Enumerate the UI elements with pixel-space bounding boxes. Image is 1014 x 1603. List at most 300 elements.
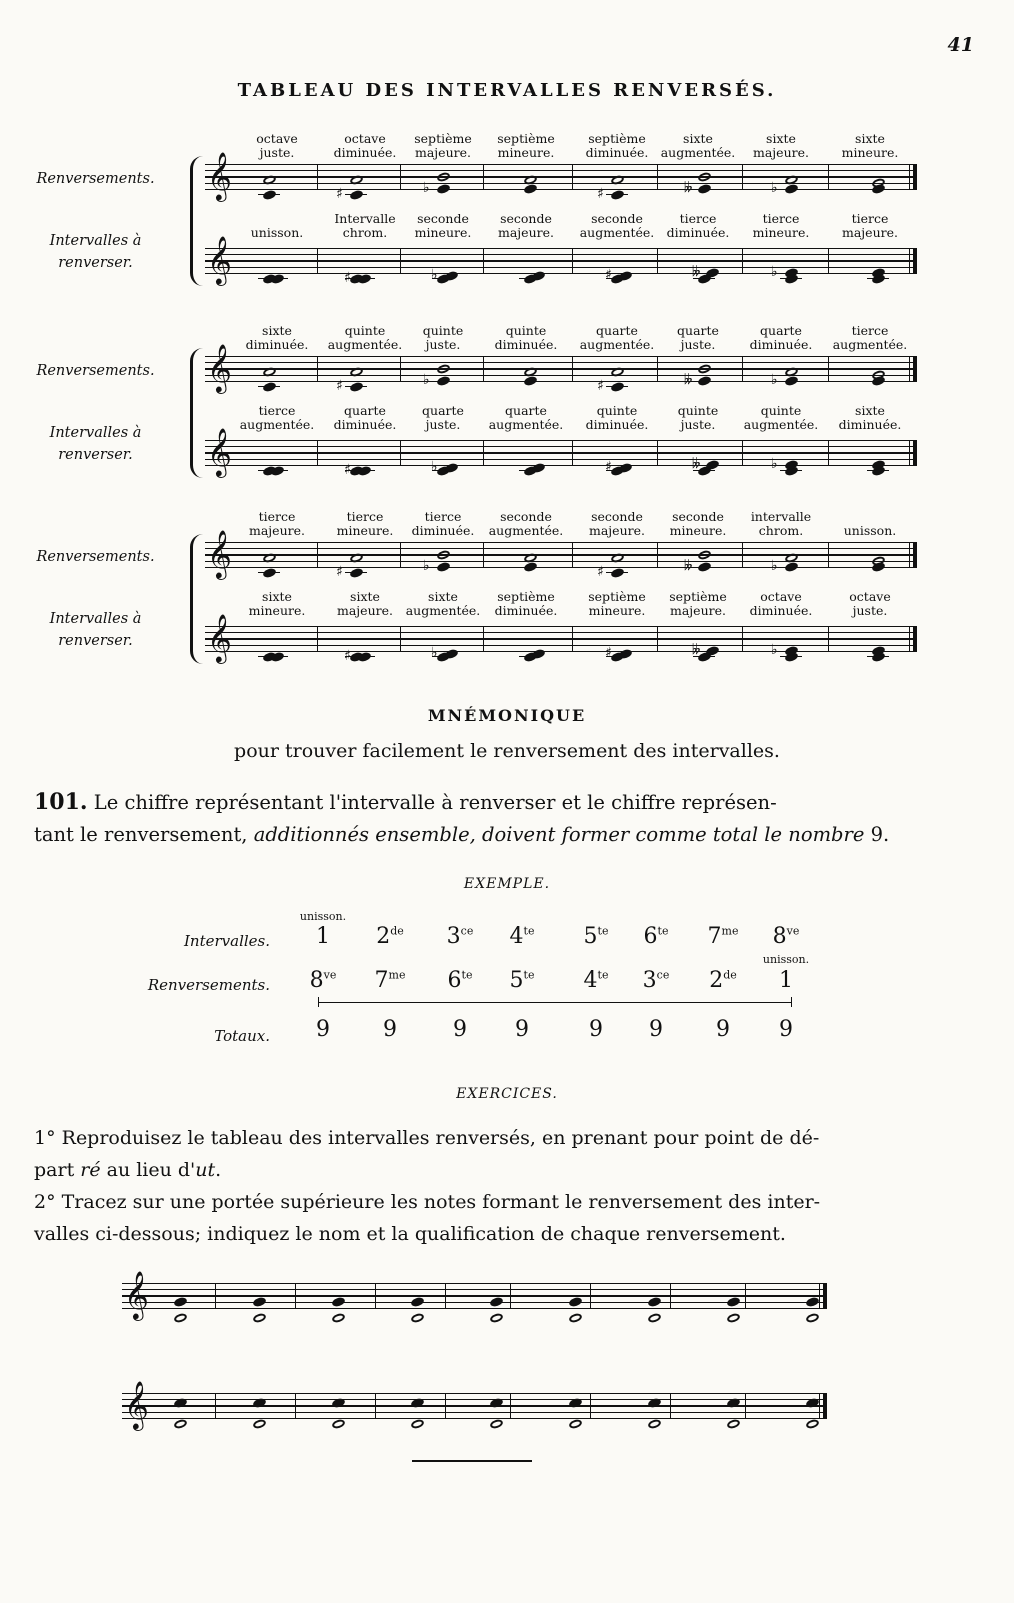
staff-line (205, 273, 917, 274)
staff-line (205, 632, 917, 633)
row-label-renversements: Renversements. (36, 171, 155, 187)
ledger-line (606, 572, 628, 573)
interval-label (655, 510, 741, 538)
ordinal-number: 8 (772, 924, 787, 949)
ordinal-suffix: ve (786, 924, 800, 938)
accidental-icon: ♯ (344, 462, 351, 478)
bar-line (742, 248, 743, 274)
example-total: 9 (589, 1017, 603, 1042)
interval-label-line: augmentée. (660, 145, 736, 160)
ordinal-number: 4 (583, 968, 598, 993)
accidental-icon: ♭ (771, 180, 778, 196)
interval-label-line: diminuée. (666, 225, 730, 240)
staff-line (205, 561, 917, 562)
exercise-1-text-c: au lieu d' (100, 1159, 196, 1181)
interval-label-line: augmentée. (239, 417, 315, 432)
bar-line (317, 248, 318, 274)
exercise-2-text-b: valles ci-dessous; indiquez le nom et la qualification de chaque renversement. (34, 1223, 786, 1245)
mnemonic-subtitle: pour trouver facilement le renversement des intervalles. (234, 740, 780, 762)
interval-label (827, 510, 913, 538)
interval-label-line: unisson. (250, 225, 304, 240)
interval-label-line: majeure. (670, 603, 726, 618)
example-interval (626, 924, 686, 949)
example-row-totaux: Totaux. (214, 1027, 270, 1045)
ledger-line (867, 470, 889, 471)
interval-label-line: seconde (591, 211, 643, 226)
interval-label-line: diminuée. (585, 417, 649, 432)
ledger-line (867, 278, 889, 279)
bar-line (317, 356, 318, 382)
interval-label-line: sixte (350, 589, 380, 604)
interval-label-line: juste. (425, 337, 461, 352)
bar-line (483, 626, 484, 652)
interval-label (738, 510, 824, 538)
staff-line (205, 645, 917, 646)
interval-label-line: seconde (417, 211, 469, 226)
staff-line (205, 626, 917, 627)
interval-label-line: diminuée. (749, 603, 813, 618)
interval-label-line: mineure. (497, 145, 555, 160)
note-head (697, 375, 712, 387)
interval-label-line: diminuée. (494, 337, 558, 352)
staff-line (122, 1412, 827, 1413)
treble-clef-icon: 𝄞 (207, 235, 232, 284)
paragraph-101 (34, 786, 934, 851)
staff-line (122, 1295, 827, 1296)
bar-line (483, 356, 484, 382)
interval-label (655, 212, 741, 240)
staff-line (205, 267, 917, 268)
interval-label (234, 132, 320, 160)
accidental-icon: ♭ (771, 264, 778, 280)
interval-label-line: diminuée. (333, 417, 397, 432)
ordinal-number: 6 (447, 968, 462, 993)
note-head (568, 1312, 583, 1324)
interval-label (655, 404, 741, 432)
staff-line (122, 1302, 827, 1303)
ordinal-suffix: me (388, 968, 406, 982)
interval-label (400, 132, 486, 160)
note-head (173, 1296, 188, 1308)
note-head (647, 1418, 662, 1430)
staff-line (205, 548, 917, 549)
bar-line (445, 1393, 446, 1419)
row-label-line: Intervalles à (49, 425, 142, 441)
note-head (568, 1296, 583, 1308)
treble-clef-icon: 𝄞 (207, 427, 232, 476)
example-interval (430, 924, 490, 949)
staff-line (205, 465, 917, 466)
interval-label-line: intervalle (750, 509, 812, 524)
interval-label-line: octave (849, 589, 891, 604)
staff-line (205, 459, 917, 460)
interval-label-line: quinte (677, 403, 719, 418)
note-head (489, 1312, 504, 1324)
interval-label-line (234, 212, 320, 226)
accidental-icon: ♯ (336, 378, 343, 394)
bar-line (317, 626, 318, 652)
ledger-line (353, 470, 375, 471)
interval-label-line: augmentée. (488, 523, 564, 538)
row-label-line: renverser. (58, 633, 133, 649)
ordinal-number: 6 (643, 924, 658, 949)
row-label-renversements: Renversements. (36, 549, 155, 565)
example-total: 9 (649, 1017, 663, 1042)
staff-line (205, 362, 917, 363)
staff-line (205, 164, 917, 165)
interval-label-line: tierce (679, 211, 717, 226)
interval-label-line: augmentée. (579, 337, 655, 352)
bar-line (215, 1393, 216, 1419)
ordinal-suffix: te (657, 924, 669, 938)
interval-label-line: juste. (680, 417, 716, 432)
staff-line (205, 638, 917, 639)
note-head (173, 1312, 188, 1324)
accidental-icon: ♯ (605, 267, 612, 283)
ledger-line (867, 656, 889, 657)
interval-label (322, 132, 408, 160)
ledger-line (353, 278, 375, 279)
staff-line (205, 170, 917, 171)
staff-line (205, 368, 917, 369)
bar-line (572, 248, 573, 274)
interval-label-line: septième (669, 589, 727, 604)
bar-line (317, 440, 318, 466)
bar-line (657, 248, 658, 274)
interval-system (0, 312, 1014, 492)
interval-label (655, 324, 741, 352)
interval-label-line: mineure. (841, 145, 899, 160)
ledger-line (266, 470, 288, 471)
accidental-icon: ♯ (344, 270, 351, 286)
accidental-icon: ♭ (423, 558, 430, 574)
interval-label (234, 590, 320, 618)
bar-line (828, 356, 829, 382)
staff-line (205, 440, 917, 441)
note-head (523, 183, 538, 195)
row-label-intervalles (8, 422, 183, 466)
final-bar-thick (913, 542, 917, 568)
final-bar-thick (913, 164, 917, 190)
note-head (436, 549, 451, 561)
interval-label-line: octave (760, 589, 802, 604)
ledger-line (780, 656, 802, 657)
bar-line (657, 542, 658, 568)
interval-label (322, 510, 408, 538)
accidental-icon: ♯ (605, 459, 612, 475)
staff-line (205, 260, 917, 261)
interval-label-line: mineure. (669, 523, 727, 538)
example-inversion (693, 968, 753, 993)
interval-label (574, 404, 660, 432)
accidental-icon: ♯ (336, 186, 343, 202)
paragraph-text-b: tant le renversement, (34, 823, 254, 846)
ordinal-suffix: te (597, 924, 609, 938)
system-brace (190, 156, 203, 286)
lower-interval-labels (250, 590, 918, 620)
interval-label (322, 590, 408, 618)
treble-clef-icon: 𝄞 (207, 529, 232, 578)
ordinal-suffix: te (461, 968, 473, 982)
bar-line (745, 1393, 746, 1419)
ordinal-number: 3 (446, 924, 461, 949)
interval-label-line: quarte (505, 403, 547, 418)
interval-label-line: juste. (852, 603, 888, 618)
accidental-icon: ♯ (597, 378, 604, 394)
bar-line (670, 1283, 671, 1309)
bar-line (317, 542, 318, 568)
interval-label (400, 590, 486, 618)
interval-label-line: quinte (422, 323, 464, 338)
bar-line (375, 1393, 376, 1419)
interval-label-line: diminuée. (585, 145, 649, 160)
staff-line (122, 1393, 827, 1394)
example-interval (566, 924, 626, 949)
staff-line (205, 651, 917, 652)
exercises-title: EXERCICES. (456, 1086, 558, 1102)
example-interval (693, 924, 753, 949)
example-interval (360, 924, 420, 949)
interval-label-line: quinte (760, 403, 802, 418)
interval-label-line: unisson. (843, 523, 897, 538)
final-bar-thin (909, 248, 910, 274)
interval-label-line: sixte (262, 589, 292, 604)
bar-line (572, 164, 573, 190)
bar-line (828, 440, 829, 466)
bar-line (572, 440, 573, 466)
final-bar-thin (819, 1283, 820, 1309)
treble-clef-icon: 𝄞 (124, 1380, 149, 1429)
interval-label (483, 212, 569, 240)
example-row-intervalles: Intervalles. (183, 932, 270, 950)
interval-system (0, 498, 1014, 678)
final-bar-thick (913, 356, 917, 382)
note-head (784, 183, 799, 195)
interval-label-line: chrom. (758, 523, 804, 538)
bar-line (590, 1393, 591, 1419)
note-head (647, 1296, 662, 1308)
bar-line (375, 1283, 376, 1309)
interval-label-line: quarte (596, 323, 638, 338)
ordinal-suffix: de (390, 924, 404, 938)
example-inversion (492, 968, 552, 993)
ordinal-number: 8 (309, 968, 324, 993)
end-rule (412, 1460, 532, 1462)
lower-staff (205, 613, 917, 664)
final-bar-thick (913, 440, 917, 466)
lower-interval-labels (239, 403, 918, 434)
ledger-line (345, 194, 367, 195)
bar-line (745, 1283, 746, 1309)
row-label-line: Intervalles à (49, 611, 142, 627)
bar-line (510, 1283, 511, 1309)
interval-label (483, 324, 569, 352)
interval-label-line: quarte (677, 323, 719, 338)
upper-interval-labels (250, 132, 918, 162)
interval-label (574, 590, 660, 618)
interval-label-line: seconde (500, 509, 552, 524)
exercise-1-text-d: . (215, 1159, 222, 1181)
note-head (436, 561, 451, 573)
note-head (489, 1296, 504, 1308)
bar-line (572, 626, 573, 652)
ordinal-number: 7 (707, 924, 722, 949)
bar-line (400, 626, 401, 652)
staff-line (122, 1283, 827, 1284)
example-inversion (566, 968, 626, 993)
bar-line (828, 626, 829, 652)
lower-staff (205, 427, 917, 478)
bar-line (742, 164, 743, 190)
interval-label (655, 132, 741, 160)
treble-clef-icon: 𝄞 (207, 151, 232, 200)
example-inversion (360, 968, 420, 993)
ordinal-suffix: ce (656, 968, 670, 982)
final-bar-thick (823, 1393, 827, 1419)
total-line-tick (791, 997, 792, 1007)
bar-line (828, 542, 829, 568)
interval-label (234, 212, 320, 240)
note-head (410, 1296, 425, 1308)
note-head (697, 171, 712, 183)
ordinal-number: 2 (709, 968, 724, 993)
ledger-line (780, 278, 802, 279)
final-bar-thick (913, 248, 917, 274)
accidental-icon: ♯ (597, 186, 604, 202)
accidental-icon: 𝄫 (684, 180, 693, 196)
accidental-icon: ♭ (423, 372, 430, 388)
example-total: 9 (716, 1017, 730, 1042)
interval-label (234, 324, 320, 352)
ledger-line (606, 386, 628, 387)
ledger-line (780, 470, 802, 471)
interval-label-line: majeure. (842, 225, 898, 240)
note-head (436, 183, 451, 195)
interval-label-line: tierce (851, 323, 889, 338)
interval-label-line: diminuée. (749, 337, 813, 352)
interval-label-line: majeure. (589, 523, 645, 538)
ordinal-number: 7 (374, 968, 389, 993)
interval-label-line: quarte (422, 403, 464, 418)
interval-label-line (827, 510, 913, 524)
note-head (647, 1312, 662, 1324)
ledger-line (353, 656, 375, 657)
example-total: 9 (515, 1017, 529, 1042)
treble-clef-icon: 𝄞 (207, 613, 232, 662)
staff-line (205, 183, 917, 184)
bar-line (590, 1283, 591, 1309)
interval-label-line: juste. (259, 145, 295, 160)
lower-interval-labels (250, 212, 918, 242)
interval-label-line: quarte (760, 323, 802, 338)
interval-label-line: octave (256, 131, 298, 146)
ledger-line (258, 194, 280, 195)
example-inversion (430, 968, 490, 993)
staff-line (205, 254, 917, 255)
interval-label-line: majeure. (337, 603, 393, 618)
note-head (726, 1312, 741, 1324)
exercise-1 (34, 1122, 954, 1186)
interval-label (738, 404, 824, 432)
note-head (697, 549, 712, 561)
interval-label (400, 324, 486, 352)
exercise-1-number: 1° (34, 1127, 56, 1149)
final-bar-thin (819, 1393, 820, 1419)
staff-line (205, 189, 917, 190)
interval-label (483, 590, 569, 618)
interval-system (0, 120, 1014, 300)
interval-label-line: majeure. (753, 145, 809, 160)
ledger-line (345, 572, 367, 573)
interval-label-line: diminuée. (411, 523, 475, 538)
system-brace (190, 534, 203, 664)
interval-label (322, 212, 408, 240)
accidental-icon: 𝄫 (692, 642, 701, 658)
accidental-icon: ♭ (423, 180, 430, 196)
bar-line (572, 356, 573, 382)
interval-label (322, 404, 408, 432)
exercise-2-number: 2° (34, 1191, 56, 1213)
paragraph-text-a: Le chiffre représentant l'intervalle à renverser et le chiffre représen- (87, 791, 777, 814)
interval-label-line: sixte (855, 131, 885, 146)
ordinal-number: 2 (376, 924, 391, 949)
bar-line (400, 356, 401, 382)
treble-clef-icon: 𝄞 (124, 1270, 149, 1319)
ordinal-suffix: te (597, 968, 609, 982)
accidental-icon: ♭ (771, 558, 778, 574)
interval-label-line: Intervalle (334, 211, 396, 226)
bar-line (742, 542, 743, 568)
bar-line (317, 164, 318, 190)
interval-label-line: quarte (344, 403, 386, 418)
bar-line (657, 440, 658, 466)
interval-label-line: sixte (683, 131, 713, 146)
interval-label-line: augmentée. (579, 225, 655, 240)
ledger-line (266, 278, 288, 279)
interval-label (322, 324, 408, 352)
exercise-1-ut: ut (195, 1159, 216, 1181)
staff-line (205, 542, 917, 543)
interval-label (827, 404, 913, 432)
lower-staff (205, 235, 917, 286)
interval-label (234, 510, 320, 538)
accidental-icon: 𝄫 (684, 372, 693, 388)
note-head (436, 363, 451, 375)
interval-label-line: seconde (591, 509, 643, 524)
paragraph-text-italic: additionnés ensemble, doivent former comme total le nombre (253, 823, 865, 846)
note-head (726, 1296, 741, 1308)
staff-line (122, 1289, 827, 1290)
interval-label-line: quinte (596, 403, 638, 418)
bar-line (295, 1283, 296, 1309)
row-label-line: renverser. (58, 255, 133, 271)
note-head (805, 1418, 820, 1430)
ledger-line (606, 194, 628, 195)
accidental-icon: 𝄫 (692, 264, 701, 280)
interval-label-line: septième (497, 131, 555, 146)
accidental-icon: ♯ (344, 648, 351, 664)
note-head (436, 375, 451, 387)
ledger-line (345, 386, 367, 387)
interval-label-line: sixte (262, 323, 292, 338)
interval-label-line: diminuée. (245, 337, 309, 352)
staff-line (205, 176, 917, 177)
interval-label-line: septième (588, 589, 646, 604)
interval-label (827, 212, 913, 240)
staff-line (122, 1418, 827, 1419)
ordinal-suffix: ce (460, 924, 474, 938)
note-head (410, 1312, 425, 1324)
